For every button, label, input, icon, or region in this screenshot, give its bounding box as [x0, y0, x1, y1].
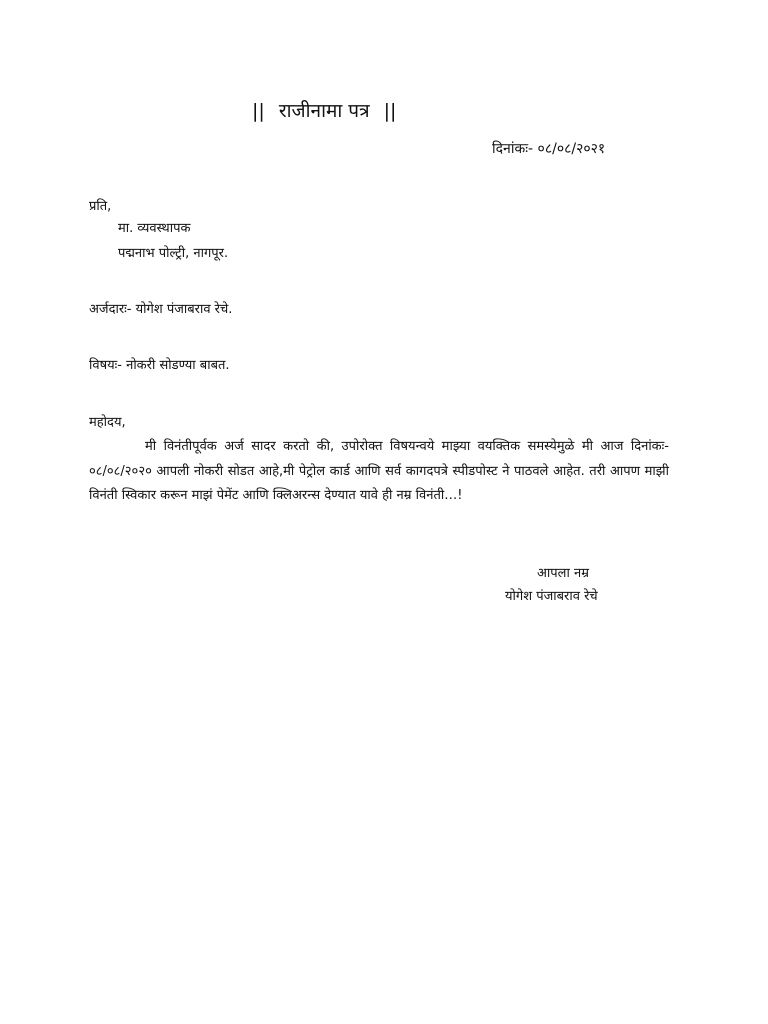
- title-right-bars: ||: [383, 100, 397, 122]
- title-text: राजीनामा पत्र: [278, 100, 370, 122]
- letter-date: दिनांकः- ०८/०८/२०२१: [492, 141, 606, 157]
- subject-line: विषयः- नोकरी सोडण्या बाबत.: [89, 358, 230, 373]
- letter-title: [252, 98, 396, 124]
- to-label: प्रति,: [89, 199, 112, 214]
- letter-body: मी विनंतीपूर्वक अर्ज सादर करतो की, उपोरोक्त विषयन्वये माझ्या वयक्तिक समस्येमुळे मी आज दिनांकः- ०८/०८/२०२० आपली नोकरी सोडत आहे,मी पेट्रोल कार्ड आणि सर्व कागदपत्रे स्पीडपोस्ट ने पाठवले आहेत. तरी आपण माझी विनंती स्विकार करून माझं पेमेंट आणि क्लिअरन्स देण्यात यावे ही नम्र विनंती…!: [89, 439, 669, 503]
- recipient-designation: मा. व्यवस्थापक: [118, 221, 191, 236]
- signature-name: योगेश पंजाबराव रेचे: [505, 589, 598, 604]
- closing-line: आपला नम्र: [537, 566, 589, 581]
- title-left-bars: ||: [252, 100, 265, 122]
- applicant-line: अर्जदारः- योगेश पंजाबराव रेचे.: [89, 302, 233, 317]
- salutation: महोदय,: [89, 415, 126, 430]
- recipient-organization: पद्मनाभ पोल्ट्री, नागपूर.: [118, 246, 229, 261]
